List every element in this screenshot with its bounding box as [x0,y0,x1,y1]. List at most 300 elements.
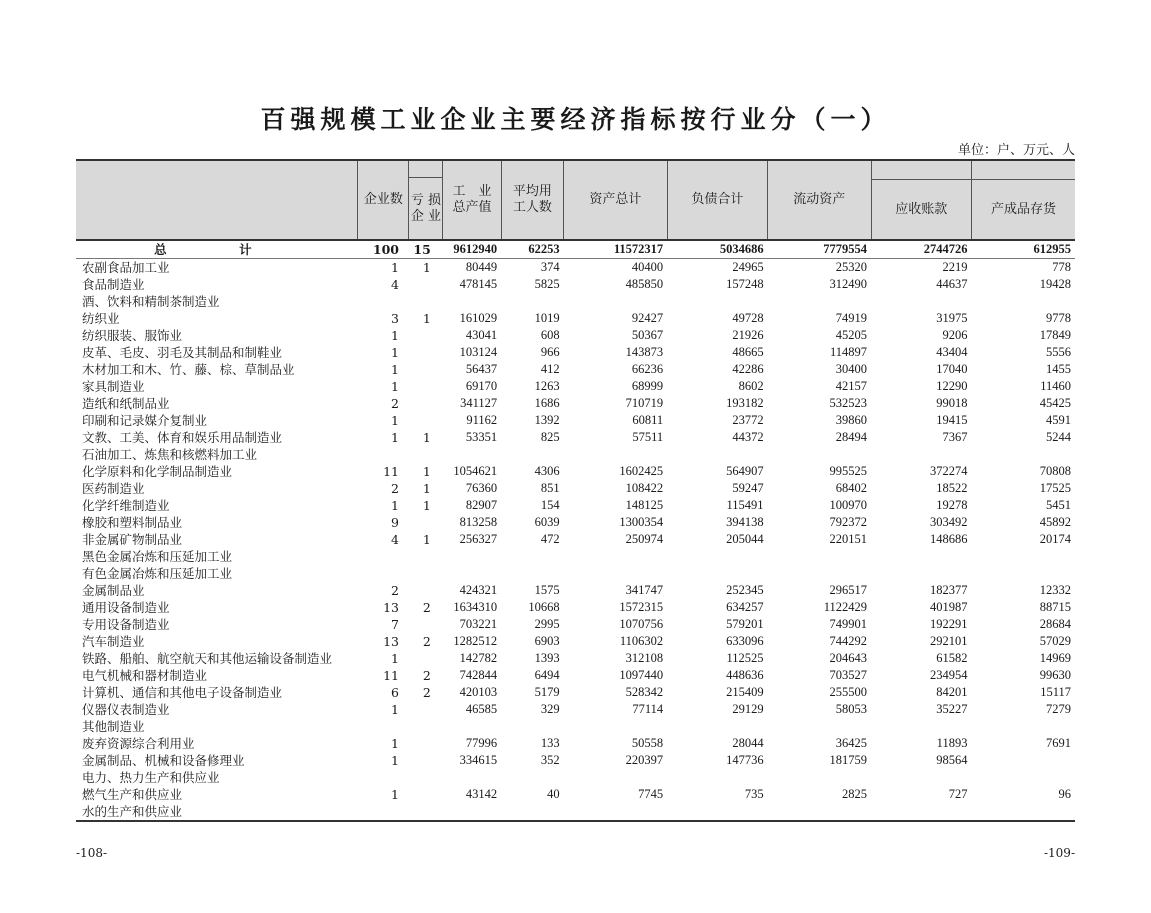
value-cell [768,565,871,582]
value-cell [971,548,1075,565]
value-cell: 4306 [534,464,560,478]
value-cell: 255500 [829,685,868,699]
value-cell: 12290 [936,379,968,393]
header-label: 资产总计 [589,192,642,207]
value-cell: 91162 [466,413,498,427]
value-cell [768,548,871,565]
value-cell: 42286 [732,362,764,376]
value-cell: 1 [422,481,431,496]
value-cell: 1634310 [453,600,498,614]
value-cell: 66236 [631,362,664,376]
value-cell [409,650,443,667]
table-row [76,718,1075,735]
value-cell [501,718,564,735]
value-cell: 28044 [732,736,764,750]
value-cell: 9612940 [443,240,501,259]
value-cell: 1575 [534,583,560,597]
value-cell: 82907 [465,498,498,512]
industry-name-cell: 农副食品加工业 [82,260,170,275]
table-row [76,633,1075,650]
header-label: 平均用 工人数 [512,184,552,215]
header-label: 应收账款 [895,201,948,217]
value-cell: 727 [948,787,968,801]
value-cell: 1393 [534,651,560,665]
value-cell [564,293,667,310]
value-cell [409,446,443,463]
value-cell [871,446,971,463]
value-cell [667,565,767,582]
table-row [76,599,1075,616]
value-cell: 215409 [726,685,764,699]
value-cell: 1 [422,498,431,513]
value-cell [971,565,1075,582]
value-cell [358,548,409,565]
value-cell: 1 [391,379,399,394]
value-cell [501,769,564,786]
value-cell: 80449 [465,260,498,274]
value-cell [871,548,971,565]
value-cell [409,327,443,344]
value-cell [667,293,767,310]
value-cell: 1 [391,430,399,445]
value-cell: 778 [1052,260,1071,274]
value-cell: 735 [744,787,764,801]
industry-name-cell: 金属制品、机械和设备修理业 [82,753,245,768]
value-cell: 4 [391,532,399,547]
value-cell: 88715 [1039,600,1071,614]
value-cell [667,718,767,735]
industry-name-cell: 纺织服装、服饰业 [82,328,183,343]
value-cell: 69170 [465,379,498,393]
value-cell [768,803,871,821]
table-row [76,310,1075,327]
value-cell: 29129 [732,702,764,716]
value-cell: 15117 [1040,685,1071,699]
value-cell [501,293,564,310]
header-total-liabilities [667,160,767,240]
industry-name-cell: 仪器仪表制造业 [82,702,170,717]
value-cell: 1019 [534,311,560,325]
value-cell [409,361,443,378]
value-cell: 112525 [726,651,764,665]
value-cell [409,616,443,633]
value-cell: 412 [540,362,560,376]
value-cell [443,769,501,786]
value-cell: 114897 [830,345,868,359]
table-row [76,395,1075,412]
industry-name-cell: 汽车制造业 [82,634,145,649]
value-cell [409,514,443,531]
value-cell: 485850 [625,277,664,291]
value-cell: 58053 [835,702,868,716]
value-cell: 45425 [1039,396,1071,410]
value-cell: 352 [540,753,560,767]
table-row [76,565,1075,582]
table-row [76,276,1075,293]
value-cell [871,718,971,735]
value-cell: 56437 [465,362,498,376]
value-cell [358,803,409,821]
value-cell: 181759 [829,753,868,767]
value-cell [358,565,409,582]
value-cell: 11 [383,668,399,683]
value-cell: 7745 [638,787,664,801]
value-cell [443,548,501,565]
table-row [76,650,1075,667]
value-cell [358,446,409,463]
table-row [76,735,1075,752]
value-cell: 220397 [625,753,664,767]
value-cell: 1 [391,498,399,513]
value-cell [409,769,443,786]
value-cell: 6039 [534,515,560,529]
industry-name-cell: 有色金属冶炼和压延加工业 [82,566,233,581]
value-cell: 296517 [829,583,868,597]
value-cell: 42157 [835,379,868,393]
value-cell: 1097440 [619,668,664,682]
industry-name-cell: 木材加工和木、竹、藤、棕、草制品业 [82,362,295,377]
value-cell: 17525 [1039,481,1071,495]
value-cell: 204643 [829,651,868,665]
header-gross-output [443,160,501,240]
value-cell: 472 [540,532,560,546]
value-cell: 7367 [942,430,968,444]
header-current-assets [768,160,871,240]
page-number-left: -108- [76,846,108,860]
value-cell: 424321 [459,583,498,597]
value-cell: 30400 [835,362,868,376]
value-cell: 157248 [726,277,764,291]
value-cell: 148125 [625,498,664,512]
table-row [76,378,1075,395]
value-cell: 148686 [929,532,968,546]
value-cell: 61582 [936,651,968,665]
header-receivables [871,160,971,240]
value-cell: 1 [391,736,399,751]
value-cell [564,446,667,463]
value-cell: 478145 [459,277,498,291]
value-cell: 329 [540,702,560,716]
value-cell: 250974 [625,532,664,546]
header-finished-goods [971,160,1075,240]
value-cell: 2 [391,583,399,598]
value-cell: 44637 [936,277,968,291]
value-cell: 50558 [631,736,664,750]
value-cell: 1 [422,260,431,275]
value-cell: 12332 [1039,583,1071,597]
value-cell [358,293,409,310]
value-cell: 143873 [625,345,664,359]
value-cell: 7779554 [768,240,871,259]
value-cell: 8602 [738,379,764,393]
value-cell: 1 [391,328,399,343]
industry-name-cell: 黑色金属冶炼和压延加工业 [82,549,233,564]
value-cell: 1392 [534,413,560,427]
value-cell: 6903 [534,634,560,648]
value-cell: 11572317 [564,240,667,259]
industry-name-cell: 皮革、毛皮、羽毛及其制品和制鞋业 [82,345,283,360]
value-cell: 5179 [534,685,560,699]
value-cell: 703527 [829,668,868,682]
value-cell: 9 [391,515,399,530]
value-cell: 5451 [1046,498,1071,512]
value-cell: 256327 [459,532,498,546]
table-row [76,429,1075,446]
value-cell: 5034686 [667,240,767,259]
value-cell: 59247 [732,481,764,495]
value-cell: 1455 [1046,362,1071,376]
table-row [76,769,1075,786]
industry-name-cell: 家具制造业 [82,379,145,394]
header-label: 企业数 [363,192,403,207]
value-cell: 9206 [942,328,968,342]
value-cell [871,803,971,821]
value-cell: 341127 [460,396,498,410]
value-cell [443,803,501,821]
value-cell: 2 [422,634,431,649]
value-cell: 133 [540,736,560,750]
value-cell: 43041 [465,328,498,342]
value-cell: 448636 [726,668,764,682]
value-cell: 1122429 [823,600,868,614]
value-cell: 43404 [936,345,968,359]
value-cell [409,378,443,395]
header-loss-enterprises [409,160,443,240]
industry-name-cell: 专用设备制造业 [82,617,170,632]
value-cell [768,718,871,735]
value-cell [409,293,443,310]
value-cell: 334615 [459,753,498,767]
value-cell [971,446,1075,463]
value-cell [409,276,443,293]
header-label: 工 业 总产值 [452,184,492,215]
header-subbox [972,179,1075,239]
value-cell: 234954 [929,668,968,682]
value-cell: 252345 [726,583,764,597]
value-cell: 5244 [1046,430,1071,444]
value-cell: 634257 [726,600,764,614]
value-cell: 1263 [534,379,560,393]
value-cell: 100970 [829,498,868,512]
value-cell: 710719 [625,396,664,410]
value-cell [564,548,667,565]
value-cell: 1300354 [619,515,664,529]
value-cell: 77996 [465,736,498,750]
value-cell: 74919 [835,311,868,325]
value-cell: 7691 [1046,736,1071,750]
value-cell: 401987 [929,600,968,614]
value-cell: 98564 [936,753,968,767]
value-cell: 851 [540,481,560,495]
value-cell [443,565,501,582]
industry-name-cell: 酒、饮料和精制茶制造业 [82,294,220,309]
industry-name-cell: 其他制造业 [82,719,145,734]
value-cell [409,395,443,412]
table-row [76,684,1075,701]
value-cell: 70808 [1039,464,1071,478]
value-cell [768,769,871,786]
table-row [76,412,1075,429]
value-cell: 25320 [835,260,868,274]
value-cell: 813258 [459,515,498,529]
value-cell [409,786,443,803]
value-cell: 46585 [465,702,498,716]
value-cell: 28494 [835,430,868,444]
header-subbox [872,179,971,239]
table-row [76,803,1075,821]
value-cell: 19415 [936,413,968,427]
value-cell: 100 [358,240,409,259]
value-cell: 14969 [1039,651,1071,665]
value-cell: 68999 [631,379,664,393]
value-cell: 303492 [929,515,968,529]
header-avg-workers [501,160,564,240]
value-cell: 1 [391,753,399,768]
value-cell: 1 [391,260,399,275]
table-row [76,582,1075,599]
value-cell: 374 [540,260,560,274]
header-enterprise-count [358,160,409,240]
value-cell: 19278 [936,498,968,512]
value-cell: 62253 [501,240,564,259]
value-cell: 99018 [936,396,968,410]
table-row [76,752,1075,769]
table-row [76,293,1075,310]
header-subbox [409,177,442,239]
value-cell [501,565,564,582]
value-cell: 2825 [842,787,868,801]
value-cell: 5556 [1046,345,1071,359]
table-row [76,327,1075,344]
value-cell: 182377 [929,583,968,597]
value-cell [501,548,564,565]
value-cell [871,293,971,310]
value-cell: 372274 [929,464,968,478]
value-cell [871,565,971,582]
total-row [76,240,1075,259]
industry-name-cell: 纺织业 [82,311,120,326]
value-cell [358,769,409,786]
value-cell: 21926 [732,328,764,342]
value-cell: 57511 [632,430,664,444]
value-cell [443,293,501,310]
value-cell: 45205 [835,328,868,342]
value-cell: 48665 [732,345,764,359]
value-cell: 92427 [631,311,664,325]
table-row [76,548,1075,565]
table-row [76,446,1075,463]
value-cell: 3 [391,311,399,326]
value-cell: 39860 [835,413,868,427]
value-cell: 5825 [534,277,560,291]
value-cell [501,446,564,463]
value-cell: 192291 [929,617,968,631]
industry-name-cell: 总 计 [76,240,358,259]
value-cell [667,548,767,565]
industry-name-cell: 水的生产和供应业 [76,803,358,821]
value-cell: 2219 [942,260,968,274]
value-cell: 24965 [732,260,764,274]
indicator-table [76,159,1075,822]
value-cell: 2995 [534,617,560,631]
value-cell: 1070756 [619,617,664,631]
value-cell: 50367 [631,328,664,342]
industry-name-cell: 石油加工、炼焦和核燃料加工业 [82,447,258,462]
value-cell: 394138 [726,515,764,529]
value-cell: 13 [383,634,399,649]
value-cell: 1282512 [453,634,498,648]
value-cell: 532523 [829,396,868,410]
value-cell: 53351 [465,430,498,444]
value-cell [409,718,443,735]
value-cell: 1572315 [619,600,664,614]
value-cell: 1 [422,532,431,547]
value-cell: 608 [540,328,560,342]
value-cell [443,718,501,735]
value-cell: 57029 [1039,634,1071,648]
value-cell: 7279 [1046,702,1071,716]
industry-name-cell: 印刷和记录媒介复制业 [82,413,208,428]
value-cell [971,803,1075,821]
table-row [76,463,1075,480]
value-cell: 1 [391,362,399,377]
value-cell: 13 [383,600,399,615]
value-cell: 11 [383,464,399,479]
value-cell [971,769,1075,786]
value-cell: 1 [422,430,431,445]
table-row [76,497,1075,514]
value-cell: 36425 [835,736,868,750]
value-cell: 60811 [632,413,664,427]
value-cell: 108422 [625,481,664,495]
table-row [76,344,1075,361]
value-cell: 220151 [829,532,868,546]
value-cell: 1 [391,413,399,428]
value-cell: 825 [540,430,560,444]
value-cell: 103124 [459,345,498,359]
value-cell: 1 [391,651,399,666]
value-cell [871,769,971,786]
value-cell: 1 [391,345,399,360]
value-cell: 995525 [829,464,868,478]
value-cell: 1686 [534,396,560,410]
value-cell: 742844 [459,668,498,682]
value-cell: 2 [422,685,431,700]
industry-name-cell: 电力、热力生产和供应业 [82,770,220,785]
value-cell: 35227 [936,702,968,716]
industry-name-cell: 非金属矿物制品业 [82,532,183,547]
value-cell: 15 [409,240,443,259]
value-cell: 420103 [459,685,498,699]
value-cell: 2744726 [871,240,971,259]
value-cell: 23772 [732,413,764,427]
value-cell: 28684 [1039,617,1071,631]
value-cell [409,735,443,752]
value-cell: 564907 [726,464,764,478]
value-cell: 341747 [625,583,664,597]
value-cell: 6 [391,685,399,700]
value-cell: 7 [391,617,399,632]
value-cell: 142782 [459,651,498,665]
unit-label: 单位：户、万元、人 [957,143,1075,158]
value-cell: 744292 [829,634,868,648]
header-total-assets [564,160,667,240]
value-cell: 966 [540,345,560,359]
value-cell [971,718,1075,735]
industry-name-cell: 金属制品业 [82,583,145,598]
page-title: 百强规模工业企业主要经济指标按行业分（一） [260,105,891,134]
value-cell: 10668 [528,600,560,614]
